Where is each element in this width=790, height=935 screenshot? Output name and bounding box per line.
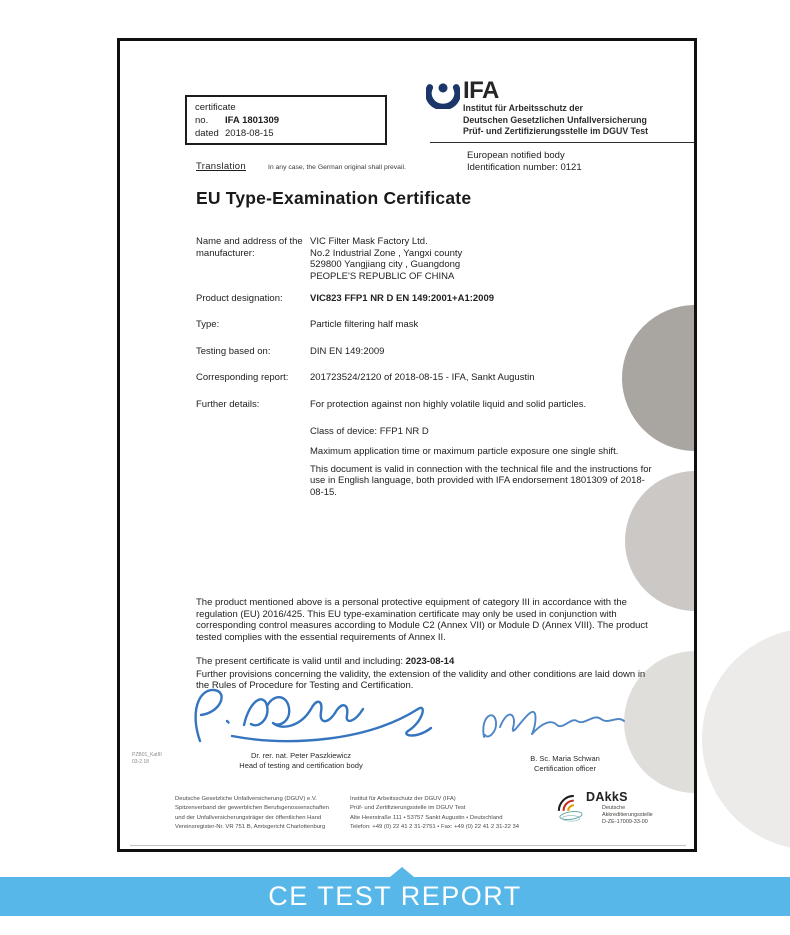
signature-left-image <box>170 679 470 749</box>
form-code-line2: 03-2.18 <box>132 758 149 765</box>
field-value-corresponding-report: 201723524/2120 of 2018-08-15 - IFA, Sankt Augustin <box>310 372 535 383</box>
footer-dguv-block <box>175 795 329 832</box>
field-label-product-designation: Product designation: <box>196 293 283 304</box>
signer-right-name: B. Sc. Maria Schwan <box>530 754 600 763</box>
field-value-product-designation: VIC823 FFP1 NR D EN 149:2001+A1:2009 <box>310 293 495 304</box>
form-code-line1: PZB01_KatIII <box>132 752 162 758</box>
footer-left-line4: Vereinsregister-Nr. VR 751 B, Amtsgericht Charlottenburg <box>175 823 326 830</box>
field-value-manufacturer <box>310 236 655 282</box>
page-title: EU Type-Examination Certificate <box>196 188 472 208</box>
field-value-type: Particle filtering half mask <box>310 319 419 330</box>
signature-left-caption <box>201 751 401 771</box>
ifa-logo-text: IFA <box>463 77 499 104</box>
footer-left-line2: Spitzenverband der gewerblichen Berufsgenossenschaften <box>175 805 329 812</box>
signer-left-role: Head of testing and certification body <box>239 761 363 770</box>
footer-mid-line1: Institut für Arbeitsschutz der DGUV (IFA) <box>350 796 456 802</box>
footer-mid-line4: Telefon: +49 (0) 22 41 2 31-2751 • Fax: +49 (0) 22 41 2 31-22 34 <box>350 823 520 830</box>
header-divider-line <box>430 142 694 143</box>
validity-rest: Further provisions concerning the validity, the extension of the validity and other conditions are laid down in the Rules of Procedure for Testing and Certification. <box>196 668 646 692</box>
manufacturer-line4: PEOPLE'S REPUBLIC OF CHINA <box>310 270 455 282</box>
footer-left-line3: und der Unfallversicherungsträger der öffentlichen Hand <box>175 814 322 821</box>
footer-mid-line3: Alte Heerstraße 111 • 53757 Sankt Augustin • Deutschland <box>350 814 503 821</box>
certificate-box-line1: certificate <box>195 102 236 113</box>
certificate-dated-row <box>195 127 377 140</box>
background-watermark-circle <box>702 628 790 850</box>
footer-mid-line2: Prüf- und Zertifizierungsstelle im DGUV Test <box>350 805 466 812</box>
form-code <box>132 752 162 765</box>
certificate-number-row <box>195 114 377 127</box>
translation-label: Translation <box>196 161 246 172</box>
certificate-dated-label: dated <box>195 128 219 139</box>
field-label-testing-based-on: Testing based on: <box>196 346 271 357</box>
manufacturer-line1: VIC Filter Mask Factory Ltd. <box>310 236 428 247</box>
ce-test-report-banner <box>0 877 790 916</box>
banner-notch-arrow <box>390 867 414 877</box>
ifa-subtitle-line1: Institut für Arbeitsschutz der <box>463 103 583 113</box>
further-details-p4: This document is valid in connection with the technical file and the instructions for use in English language, both provided with IFA endorsement 1801309 of 2018-08-15. <box>310 463 652 498</box>
notified-body-block <box>467 150 582 174</box>
signature-right-image <box>472 699 637 751</box>
notified-body-line1: European notified body <box>467 150 565 161</box>
footer-left-line1: Deutsche Gesetzliche Unfallversicherung (DGUV) e.V. <box>175 796 317 802</box>
further-details-p1: For protection against non highly volatile liquid and solid particles. <box>310 399 587 410</box>
validity-line <box>196 656 648 668</box>
further-details-p2: Class of device: FFP1 NR D <box>310 425 429 437</box>
field-label-manufacturer: Name and address of the manufacturer: <box>196 236 303 259</box>
dakks-accreditation-mark <box>557 790 692 835</box>
field-label-corresponding-report: Corresponding report: <box>196 372 289 383</box>
manufacturer-line3: 529800 Yangjiang city , Guangdong <box>310 259 461 270</box>
ifa-subtitle-line2: Deutschen Gesetzlichen Unfallversicherung <box>463 114 647 125</box>
certificate-page-content <box>120 41 694 849</box>
field-value-testing-based-on: DIN EN 149:2009 <box>310 346 385 357</box>
certificate-no-label: no. <box>195 115 209 126</box>
ifa-logo-subtitle <box>463 103 648 138</box>
dakks-logo-icon <box>557 793 585 825</box>
field-value-further-details <box>310 399 655 498</box>
ifa-subtitle-line3: Prüf- und Zertifizierungsstelle im DGUV Test <box>463 126 649 136</box>
dguv-person-icon <box>426 81 460 109</box>
banner-title: CE TEST REPORT <box>268 881 522 911</box>
further-details-p3: Maximum application time or maximum particle exposure one single shift. <box>310 446 619 457</box>
field-label-type: Type: <box>196 319 220 330</box>
signer-left-name: Dr. rer. nat. Peter Paszkiewicz <box>250 751 352 760</box>
notified-body-line2: Identification number: 0121 <box>467 162 582 173</box>
validity-prefix: The present certificate is valid until and including: <box>196 656 406 667</box>
translation-note <box>196 161 406 172</box>
certificate-page <box>117 38 697 852</box>
translation-disclaimer: In any case, the German original shall prevail. <box>267 164 406 171</box>
footer-divider-line <box>130 845 686 846</box>
field-label-further-details: Further details: <box>196 399 260 410</box>
dakks-line3: D-ZE-17009-33-00 <box>602 819 648 825</box>
manufacturer-line2: No.2 Industrial Zone , Yangxi county <box>310 247 463 259</box>
dakks-caption <box>602 805 653 826</box>
certificate-number-box <box>185 95 387 145</box>
signer-right-role: Certification officer <box>534 764 596 773</box>
regulation-paragraph: The product mentioned above is a personal protective equipment of category III in accordance with the regulation (EU) 2016/425. This EU type-examination certificate may only be used in conjunction with corresponding control measures according to Module C2 (Annex VII) or Module D (Annex VIII). The product tested complies with the essential requirements of Annex II. <box>196 597 648 644</box>
dakks-line1: Deutsche <box>602 805 626 811</box>
certificate-dated-value: 2018-08-15 <box>225 128 274 139</box>
certificate-no-value: IFA 1801309 <box>225 115 280 126</box>
signature-right-caption <box>490 754 640 774</box>
validity-date: 2023-08-14 <box>405 656 455 667</box>
footer-ifa-block <box>350 795 519 832</box>
dakks-line2: Akkreditierungsstelle <box>602 812 653 818</box>
dakks-logo-text: DAkkS <box>586 790 628 804</box>
